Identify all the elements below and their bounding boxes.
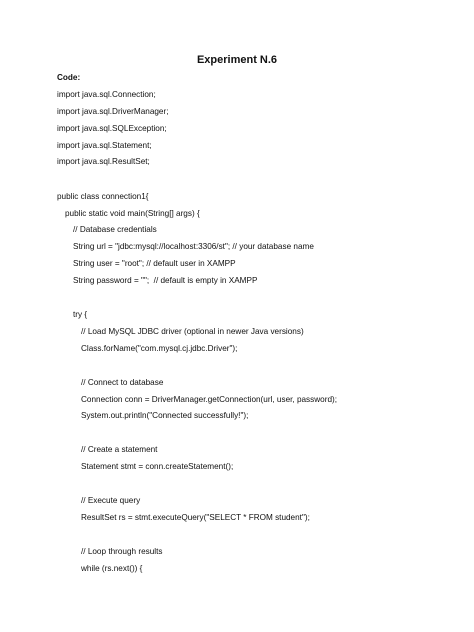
code-line: System.out.println("Connected successfully!"); <box>81 411 249 420</box>
code-line: String password = ""; // default is empty in XAMPP <box>73 276 258 285</box>
code-line: String url = "jdbc:mysql://localhost:3306/st"; // your database name <box>73 242 314 251</box>
code-line: // Database credentials <box>73 225 157 234</box>
code-line: public static void main(String[] args) { <box>65 209 200 218</box>
code-line: while (rs.next()) { <box>81 564 143 573</box>
document-title: Experiment N.6 <box>196 54 278 66</box>
code-line: // Execute query <box>81 496 141 505</box>
code-line: Statement stmt = conn.createStatement(); <box>81 462 234 471</box>
code-line: Class.forName("com.mysql.cj.jdbc.Driver"); <box>81 344 238 353</box>
code-label: Code: <box>57 73 81 82</box>
code-line: // Loop through results <box>81 547 163 556</box>
code-line: import java.sql.Connection; <box>57 90 156 99</box>
code-line: Connection conn = DriverManager.getConnection(url, user, password); <box>81 395 337 404</box>
code-line: // Create a statement <box>81 445 158 454</box>
code-line: // Load MySQL JDBC driver (optional in newer Java versions) <box>81 327 304 336</box>
code-line: import java.sql.DriverManager; <box>57 107 169 116</box>
code-line: try { <box>73 310 88 319</box>
code-line: import java.sql.ResultSet; <box>57 157 150 166</box>
code-line: // Connect to database <box>81 378 164 387</box>
code-line: import java.sql.Statement; <box>57 141 152 150</box>
code-line: ResultSet rs = stmt.executeQuery("SELECT * FROM student"); <box>81 513 310 522</box>
code-line: public class connection1{ <box>57 192 149 201</box>
code-line: import java.sql.SQLException; <box>57 124 167 133</box>
code-line: String user = "root"; // default user in XAMPP <box>73 259 236 268</box>
